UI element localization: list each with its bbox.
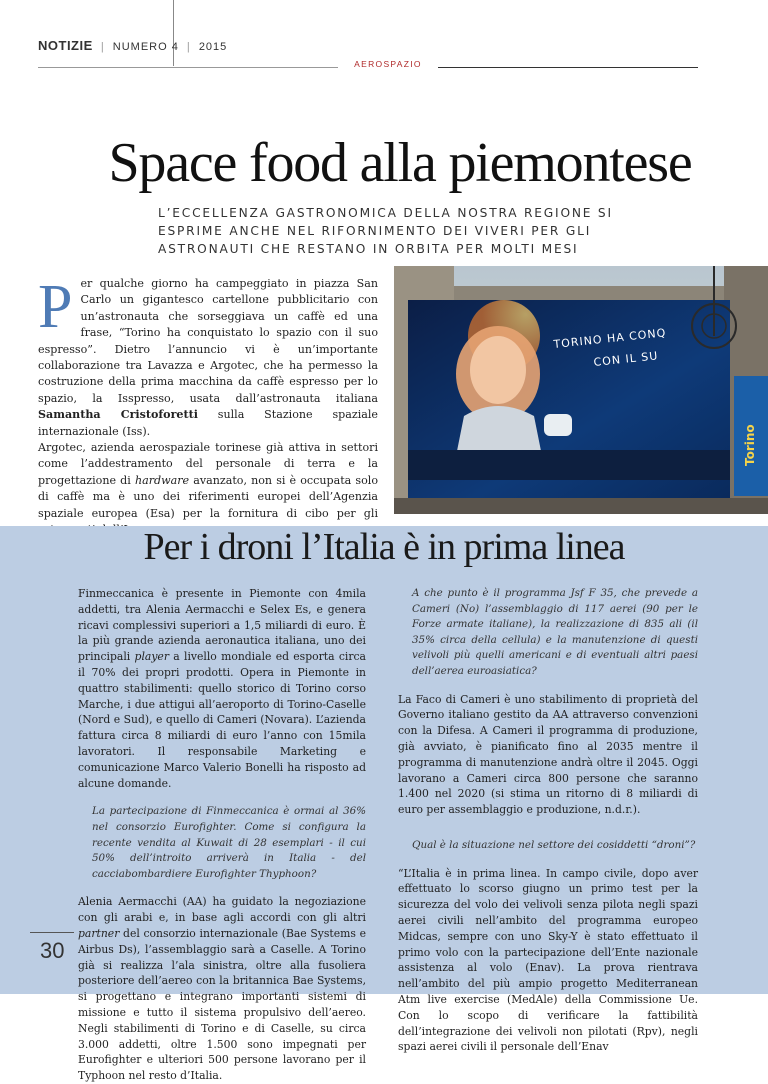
- section-kicker: AEROSPAZIO: [354, 59, 422, 69]
- page-number: 30: [40, 938, 65, 963]
- masthead: NOTIZIE | NUMERO 4 | 2015: [38, 38, 228, 53]
- sidebar-left-question: La partecipazione di Finmeccanica è ormai al 36% nel consorzio Eurofighter. Come si configura la recente vendita al Kuwait di 28 esemplari - il cui 50% dell’introito arriverà in Italia - del cacciabombardiere Eurofighter Thyphoon?: [92, 805, 366, 880]
- sidebar-title: Per i droni l’Italia è in prima linea: [143, 526, 625, 568]
- astronaut-name: Samantha Cristoforetti: [38, 408, 198, 422]
- sidebar-left-column: [78, 586, 366, 1084]
- article-paragraph-1: Per qualche giorno ha campeggiato in piazza San Carlo un gigantesco cartellone pubblicitario con un’astronauta che sorseggiava un caffè ed una frase, “Torino ha conquistato lo spazio con il suo espresso”. Dietro l’annuncio vi è un’importante collaborazione tra Lavazza e Argotec, che ha permesso la costruzione della prima macchina da caffè espresso per lo spazio, la Isspresso, usata dall’astronauta italiana Samantha Cristoforetti sulla Stazione spaziale internazionale (Iss).: [38, 273, 378, 438]
- article-subtitle: L’ECCELLENZA GASTRONOMICA DELLA NOSTRA REGIONE SI ESPRIME ANCHE NEL RIFORNIMENTO DEI VIVERI PER GLI ASTRONAUTI CHE RESTANO IN ORBITA PER MOLTI MESI: [158, 206, 613, 256]
- article-title: Space food alla piemontese: [108, 132, 692, 194]
- header-rule-left: [38, 67, 338, 68]
- sidebar-right-paragraph-2: “L’Italia è in prima linea. In campo civile, dopo aver effettuato lo scorso giugno un primo test per la sicurezza del volo dei velivoli senza pilota negli spazi aerei civili nell’ambito del programma europeo Midcas, sempre con uno Sky-Y è stato effettuato il primo volo con la partecipazione dell’Ente nazionale assistenza al volo (Enav). La prova rientrava nell’ambito del più ampio progetto Mediterranean Atm live exercise (MedAle) della Commissione Ue. Con lo scopo di verificare la fattibilità dell’integrazione dei velivoli non pilotati (Rpv), negli spazi aerei civili il personale dell’Enav: [398, 866, 698, 1054]
- sidebar-left-paragraph-2: Alenia Aermacchi (AA) ha guidato la negoziazione con gli arabi e, in base agli accordi con gli altri partner del consorzio internazionale (Bae Systems e Airbus Ds), l’assemblaggio sarà a Caselle. A Torino già si realizza l’ala sinistra, oltre alla fusoliera posteriore dell’aereo con la britannica Bae Systems, si progettano e integrano importanti sistemi di missione e tutto il sistema propulsivo dell’aereo. Negli stabilimenti di Torino e di Caselle, su circa 3.000 addetti, oltre 1.500 sono impegnati per Eurofighter e ulteriori 500 persone lavorano per il Typhoon nel resto d’Italia.: [78, 895, 366, 1083]
- side-banner-text: Torino: [743, 424, 757, 466]
- billboard-text-2: CON IL SU: [592, 349, 659, 369]
- sidebar-right-paragraph-1: La Faco di Cameri è uno stabilimento di proprietà del Governo italiano gestito da AA attraverso convenzioni con la Difesa. A Cameri il programma di produzione, già avviato, è pianificato fino al 2035 mentre il programma di manutenzione andrà oltre il 2045. Oggi lavorano a Cameri circa 800 persone che saranno 1.400 nel 2020 (si stima un ritorno di 8 miliardi di euro per assemblaggio e produzione, n.d.r.).: [398, 692, 698, 817]
- sidebar-right-column: [398, 586, 698, 1055]
- sidebar-right-question-2: Qual è la situazione nel settore dei cosiddetti “droni”?: [412, 838, 696, 851]
- header-rule-right: [438, 67, 698, 68]
- article-paragraph-2: Argotec, azienda aerospaziale torinese già attiva in settori come l’addestramento del personale di terra e la progettazione di hardware avanzato, non si è occupata solo di caffè ma è uno dei riferimenti europei dell’Agenzia spaziale europea (Esa) per la fornitura di cibo per gli: [38, 441, 378, 520]
- issue-year: 2015: [198, 41, 228, 53]
- header-vertical-rule: [173, 0, 174, 66]
- sidebar-right-question-1: A che punto è il programma Jsf F 35, che prevede a Cameri (No) l’assemblaggio di 117 aerei (90 per le Forze armate italiane), la realizzazione di 835 ali (il 35% circa della cellula) e la manutenzione di questi velivoli più quelli americani e di eventuali altri paesi dell’aerea euroasiatica?: [412, 587, 698, 677]
- issue-number: NUMERO 4: [112, 41, 179, 53]
- brand-logo: NOTIZIE: [38, 38, 93, 53]
- sidebar-left-paragraph-1: Finmeccanica è presente in Piemonte con 4mila addetti, tra Alenia Aermacchi e Selex Es, e genera ricavi complessivi superiori a 1,5 miliardi di euro. È la più grande azienda aeronautica italiana, uno dei principali player a livello mondiale ed esporta circa il 70% dei propri prodotti. Opera in Piemonte in quattro stabilimenti: quello storico di Torino corso Marche, i due attigui all’aeroporto di Torino-Caselle (Nord e Sud), e quello di Cameri (Novara). L’azienda fattura circa 8 miliardi di euro l’anno con 15mila lavoratori. Il responsabile Marketing e comunicazione Marco Valerio Bonelli ha risposto ad alcune domande.: [78, 587, 366, 790]
- drop-cap: P: [38, 273, 73, 341]
- billboard-text-1: TORINO HA CONQ: [552, 326, 667, 351]
- article-body: [38, 273, 378, 539]
- page-number-rule: [30, 932, 74, 933]
- billboard-photo: [394, 266, 768, 514]
